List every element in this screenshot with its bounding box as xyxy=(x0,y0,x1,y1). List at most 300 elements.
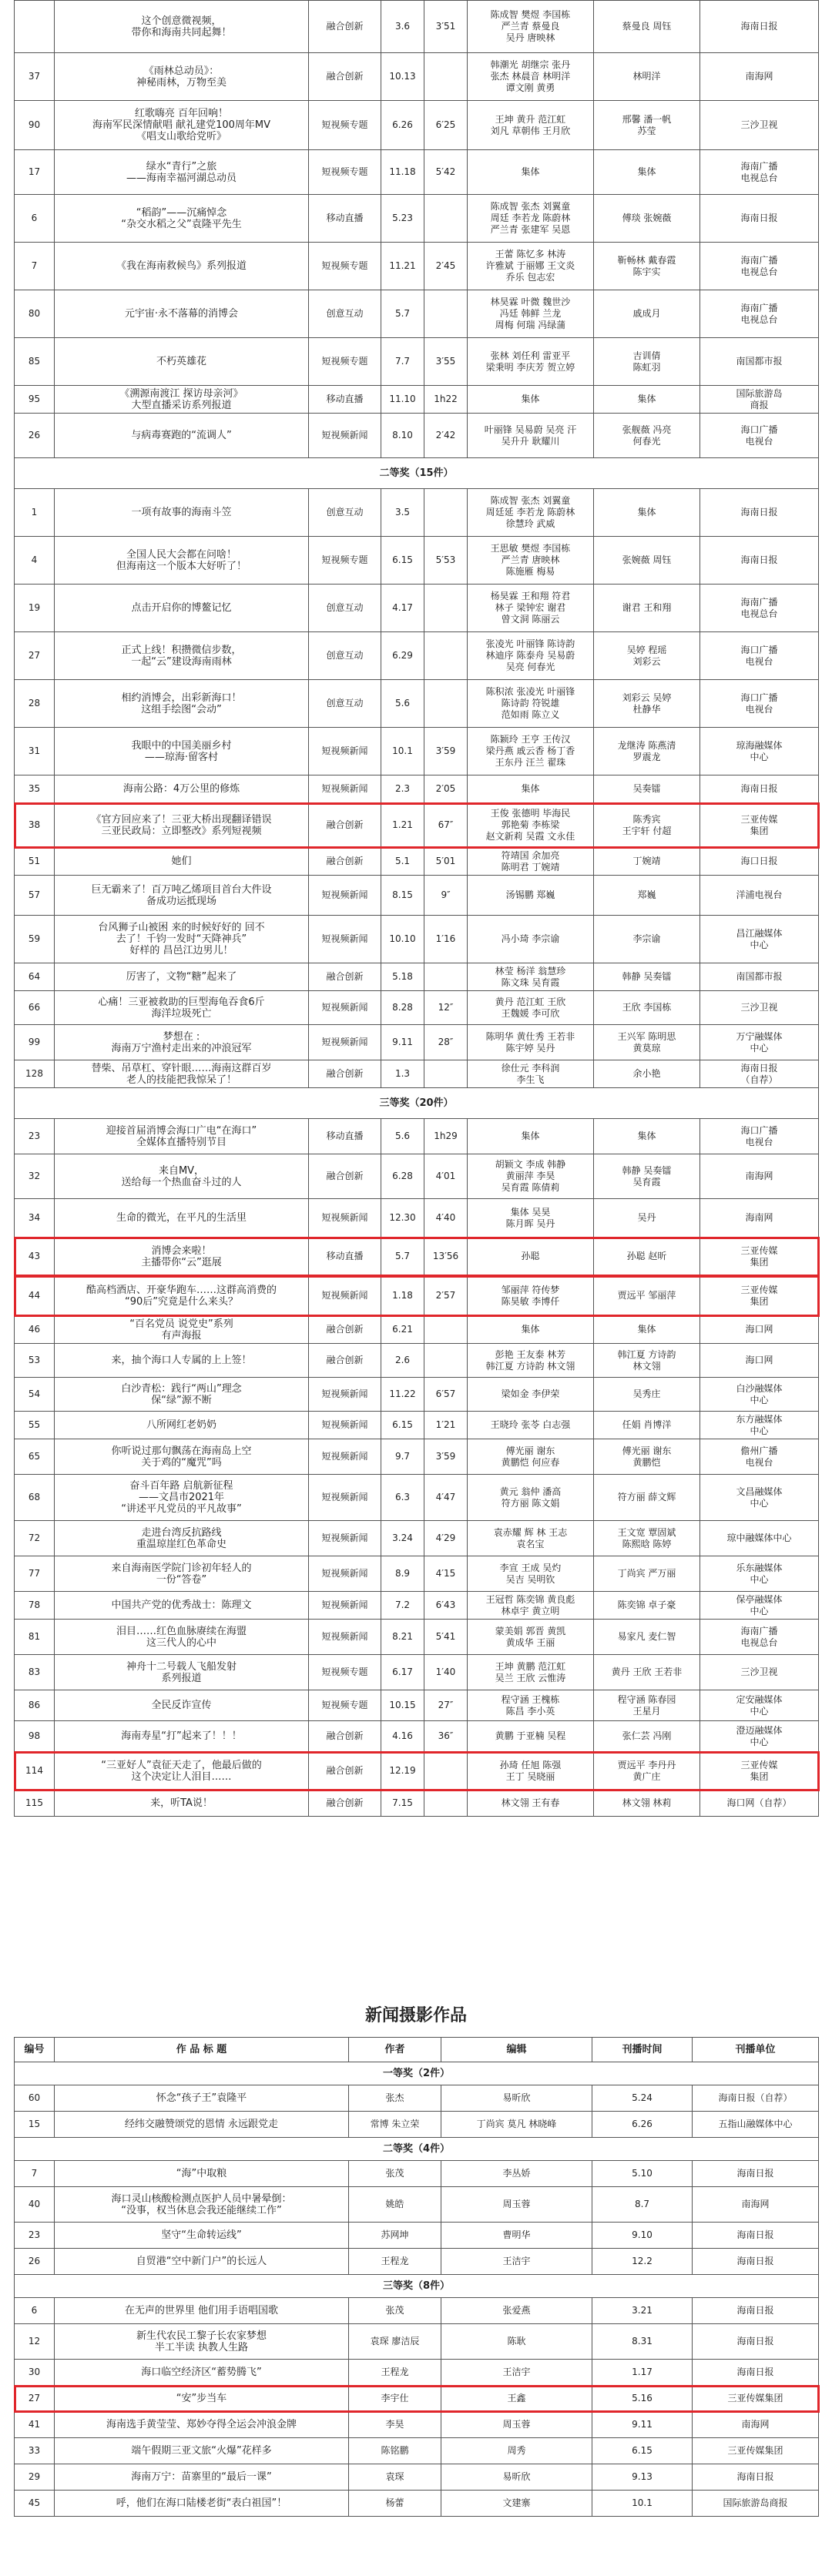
duration: 2′45 xyxy=(424,243,468,290)
entry-title: 来自海南医学院门诊初年轻人的 一份“答卷” xyxy=(55,1556,309,1592)
entry-category: 创意互动 xyxy=(309,290,381,338)
editor: 周秀 xyxy=(441,2438,592,2464)
entry-title: 《官方回应来了！三亚大桥出现翻译错误 三亚民政局：立即整改》系列短视频 xyxy=(55,803,309,848)
editor: 陈耿 xyxy=(441,2324,592,2360)
duration: 36″ xyxy=(424,1721,468,1752)
entry-title: 我眼中的中国美丽乡村 ——琼海·留客村 xyxy=(55,728,309,775)
publish-date: 7.7 xyxy=(381,338,424,386)
table-row xyxy=(15,1690,819,1721)
authors: 王蕾 陈忆多 林涛 许雅斌 于丽娜 王文炎 乔乐 包志宏 xyxy=(468,243,594,290)
awards-table-body xyxy=(15,1,819,1817)
entry-title: 在无声的世界里 他们用手语唱国歌 xyxy=(55,2298,349,2324)
publisher: 三沙卫视 xyxy=(700,1655,819,1690)
entry-title: 不朽英雄花 xyxy=(55,338,309,386)
publisher: 儋州广播 电视台 xyxy=(700,1439,819,1475)
publish-date: 4.16 xyxy=(381,1721,424,1752)
entry-category: 短视频新闻 xyxy=(309,1620,381,1655)
publish-date: 6.17 xyxy=(381,1655,424,1690)
author: 袁琛 廖洁辰 xyxy=(349,2324,441,2360)
editor: 王洁宇 xyxy=(441,2249,592,2275)
publish-date: 6.15 xyxy=(381,1412,424,1439)
publish-date: 2.3 xyxy=(381,775,424,803)
entry-title: 海南万宁：苗寨里的“最后一课” xyxy=(55,2464,349,2491)
publish-date: 4.17 xyxy=(381,585,424,632)
publisher: 澄迈融媒体 中心 xyxy=(700,1721,819,1752)
entry-number: 46 xyxy=(15,1316,55,1344)
entry-title: 奋斗百年路 启航新征程 ——文昌市2021年 “讲述平凡党员的平凡故事” xyxy=(55,1475,309,1521)
authors: 陈成智 张杰 刘翼童 周廷延 李若龙 陈蔚林 徐慧玲 武威 xyxy=(468,489,594,537)
editor: 周玉蓉 xyxy=(441,2412,592,2438)
column-header: 作者 xyxy=(349,2038,441,2062)
publisher: 海南广播 电视总台 xyxy=(700,150,819,195)
editors: 陈奕锦 卓子豪 xyxy=(594,1592,700,1620)
table-row xyxy=(15,290,819,338)
editors: 吉训倩 陈虹羽 xyxy=(594,338,700,386)
entry-category: 融合创新 xyxy=(309,1154,381,1199)
entry-title: 来，抽个海口人专属的上上签！ xyxy=(55,1344,309,1378)
publish-date: 1.21 xyxy=(381,803,424,848)
publish-date: 12.30 xyxy=(381,1199,424,1238)
publisher: 海南广播 电视总台 xyxy=(700,585,819,632)
editor: 王洁宇 xyxy=(441,2360,592,2386)
editor: 曹明华 xyxy=(441,2223,592,2249)
duration xyxy=(424,680,468,728)
entry-number: 77 xyxy=(15,1556,55,1592)
entry-title: 神舟十二号载人飞船发射 系列报道 xyxy=(55,1655,309,1690)
entry-category: 创意互动 xyxy=(309,632,381,680)
entry-title: 泪目……红色血脉赓续在海盟 这三代人的心中 xyxy=(55,1620,309,1655)
duration: 3′55 xyxy=(424,338,468,386)
publisher: 定安融媒体 中心 xyxy=(700,1690,819,1721)
table-row xyxy=(15,991,819,1025)
editors: 张舰薇 冯亮 何春光 xyxy=(594,414,700,458)
publisher: 海口网 xyxy=(700,1316,819,1344)
publish-date: 10.15 xyxy=(381,1690,424,1721)
highlighted-table-row xyxy=(15,1276,819,1316)
table-row xyxy=(15,386,819,414)
authors: 蒙美娟 郭晋 黄凯 黄成华 王丽 xyxy=(468,1620,594,1655)
author: 王程龙 xyxy=(349,2360,441,2386)
table-row xyxy=(15,1344,819,1378)
duration xyxy=(424,1752,468,1790)
entry-number xyxy=(15,1,55,53)
duration: 9″ xyxy=(424,876,468,916)
authors: 孙琦 任旭 陈强 王丁 吴晓丽 xyxy=(468,1752,594,1790)
publisher: 海南日报 xyxy=(693,2464,819,2491)
authors: 胡颖文 李成 韩静 黄丽萍 李昊 吴育霞 陈倩莉 xyxy=(468,1154,594,1199)
table-row xyxy=(15,195,819,243)
authors: 王坤 黄鹏 范江虹 吴兰 王欣 云惟涛 xyxy=(468,1655,594,1690)
entry-number: 26 xyxy=(15,414,55,458)
entry-category: 短视频新闻 xyxy=(309,1439,381,1475)
entry-title: 厉害了，文物“糖”起来了 xyxy=(55,963,309,991)
editors: 余小艳 xyxy=(594,1060,700,1088)
authors: 符靖国 余加亮 陈明君 丁婉靖 xyxy=(468,848,594,876)
editors: 陈秀宾 王宇轩 付超 xyxy=(594,803,700,848)
editors: 戚成月 xyxy=(594,290,700,338)
table-row xyxy=(15,2324,819,2360)
publish-date: 2.6 xyxy=(381,1344,424,1378)
publish-date: 5.23 xyxy=(381,195,424,243)
entry-title: 《雨林总动员》： 神秘雨林，万物至美 xyxy=(55,53,309,101)
editors: 龙继涛 陈燕清 罗震龙 xyxy=(594,728,700,775)
entry-number: 44 xyxy=(15,1276,55,1316)
publisher: 三亚传媒 集团 xyxy=(700,803,819,848)
entry-category: 创意互动 xyxy=(309,489,381,537)
table-row xyxy=(15,2161,819,2187)
editors: 吴丹 xyxy=(594,1199,700,1238)
entry-title: 全国人民大会都在问啥！ 但海南这一个版本大好听了！ xyxy=(55,537,309,585)
entry-number: 23 xyxy=(15,1119,55,1154)
duration xyxy=(424,1316,468,1344)
table-row xyxy=(15,2249,819,2275)
entry-category: 短视频新闻 xyxy=(309,916,381,963)
table-row xyxy=(15,1592,819,1620)
authors: 陈颖玲 王亨 王传汉 梁丹燕 戚云香 杨丁香 王东丹 汪兰 翟珠 xyxy=(468,728,594,775)
duration: 6′25 xyxy=(424,101,468,150)
publisher: 海南日报 xyxy=(700,1,819,53)
entry-number: 33 xyxy=(15,2438,55,2464)
entry-category: 融合创新 xyxy=(309,1060,381,1088)
entry-number: 86 xyxy=(15,1690,55,1721)
entry-title: 新生代农民工黎子长农家梦想 半工半读 执教人生路 xyxy=(55,2324,349,2360)
duration xyxy=(424,195,468,243)
table-row xyxy=(15,150,819,195)
authors: 黄元 翁仲 潘高 符方丽 陈文娟 xyxy=(468,1475,594,1521)
entry-title: 《我在海南救候鸟》系列报道 xyxy=(55,243,309,290)
authors: 集体 xyxy=(468,1316,594,1344)
entry-title: 梦想在 : 海南万宁渔村走出来的冲浪冠军 xyxy=(55,1025,309,1060)
entry-title: 海南选手黄莹莹、郑妙夺得全运会冲浪金牌 xyxy=(55,2412,349,2438)
entry-title: 元宇宙·永不落幕的消博会 xyxy=(55,290,309,338)
awards-table-video xyxy=(14,0,819,1817)
entry-title: “安”步当车 xyxy=(55,2386,349,2412)
duration xyxy=(424,53,468,101)
entry-category: 短视频新闻 xyxy=(309,1592,381,1620)
duration xyxy=(424,585,468,632)
entry-title: 红歌嗨亮 百年回响！ 海南军民深情献唱 献礼建党100周年MV 《唱支山歌给党听》 xyxy=(55,101,309,150)
table-row xyxy=(15,876,819,916)
award-tier-row xyxy=(15,458,819,489)
editors: 集体 xyxy=(594,386,700,414)
author: 常博 朱立荣 xyxy=(349,2112,441,2138)
publisher: 海南日报 xyxy=(693,2249,819,2275)
authors: 李宣 王成 吴灼 吴吉 吴明钦 xyxy=(468,1556,594,1592)
entry-number: 40 xyxy=(15,2187,55,2223)
editors: 吴奏镭 xyxy=(594,775,700,803)
authors: 徐仕元 李科润 李生飞 xyxy=(468,1060,594,1088)
entry-category: 短视频新闻 xyxy=(309,728,381,775)
table-row xyxy=(15,1556,819,1592)
authors: 孙聪 xyxy=(468,1238,594,1276)
publish-date: 12.2 xyxy=(592,2249,693,2275)
entry-number: 45 xyxy=(15,2491,55,2517)
editors: 张婉薇 周钰 xyxy=(594,537,700,585)
authors: 林莹 杨洋 翁慧珍 陈文珠 吴育霞 xyxy=(468,963,594,991)
publisher: 海口日报 xyxy=(700,848,819,876)
publish-date: 5.24 xyxy=(592,2085,693,2112)
entry-title: 白沙青松：践行“两山”理念 保“绿”源不断 xyxy=(55,1378,309,1412)
duration: 1h22 xyxy=(424,386,468,414)
publisher: 海南日报 xyxy=(700,537,819,585)
table-row xyxy=(15,2412,819,2438)
publisher: 海南日报 xyxy=(693,2223,819,2249)
entry-number: 98 xyxy=(15,1721,55,1752)
publisher: 琼中融媒体中心 xyxy=(700,1521,819,1556)
highlighted-table-row xyxy=(15,803,819,848)
entry-number: 38 xyxy=(15,803,55,848)
authors: 王晓玲 张苓 白志强 xyxy=(468,1412,594,1439)
entry-title: 与病毒赛跑的“流调人” xyxy=(55,414,309,458)
entry-title: 酷高档酒店、开豪华跑车……这群高消费的 “90后”究竟是什么来头？ xyxy=(55,1276,309,1316)
entry-category: 短视频专题 xyxy=(309,243,381,290)
duration: 4′15 xyxy=(424,1556,468,1592)
entry-category: 融合创新 xyxy=(309,803,381,848)
editors: 集体 xyxy=(594,1119,700,1154)
editors: 程守涵 陈春园 王星月 xyxy=(594,1690,700,1721)
entry-number: 34 xyxy=(15,1199,55,1238)
entry-number: 64 xyxy=(15,963,55,991)
author: 陈铭鹏 xyxy=(349,2438,441,2464)
publisher: 海南日报（自荐） xyxy=(693,2085,819,2112)
entry-number: 15 xyxy=(15,2112,55,2138)
entry-title: 端午假期三亚文旅“火爆”花样多 xyxy=(55,2438,349,2464)
authors: 陈成智 樊煜 李国栋 严兰青 蔡曼良 吴丹 唐映林 xyxy=(468,1,594,53)
table-row xyxy=(15,1790,819,1817)
publish-date: 3.5 xyxy=(381,489,424,537)
authors: 韩潮光 胡继宗 张丹 张杰 林晨音 林明洋 谭文刚 黄勇 xyxy=(468,53,594,101)
entry-category: 移动直播 xyxy=(309,1119,381,1154)
entry-number: 57 xyxy=(15,876,55,916)
authors: 集体 xyxy=(468,386,594,414)
entry-title: 《溯源南渡江 探访母亲河》 大型直播采访系列报道 xyxy=(55,386,309,414)
table-row xyxy=(15,2085,819,2112)
publisher: 海南日报 xyxy=(700,489,819,537)
entry-category: 短视频新闻 xyxy=(309,1521,381,1556)
entry-category: 短视频专题 xyxy=(309,338,381,386)
editors: 孙聪 赵昕 xyxy=(594,1238,700,1276)
entry-category: 融合创新 xyxy=(309,1344,381,1378)
entry-number: 95 xyxy=(15,386,55,414)
entry-title: 你听说过那句飘荡在海南岛上空 关于鸡的“魔咒”吗 xyxy=(55,1439,309,1475)
entry-number: 68 xyxy=(15,1475,55,1521)
entry-category: 短视频新闻 xyxy=(309,1199,381,1238)
entry-title: 心痛！三亚被救助的巨型海龟吞食6斤 海洋垃圾死亡 xyxy=(55,991,309,1025)
table-row xyxy=(15,1655,819,1690)
duration xyxy=(424,290,468,338)
publisher: 琼海融媒体 中心 xyxy=(700,728,819,775)
entry-number: 35 xyxy=(15,775,55,803)
entry-category: 融合创新 xyxy=(309,963,381,991)
highlighted-table-row xyxy=(15,2386,819,2412)
editor: 张爱燕 xyxy=(441,2298,592,2324)
publisher: 海南广播 电视总台 xyxy=(700,290,819,338)
entry-category: 短视频专题 xyxy=(309,101,381,150)
duration: 13′56 xyxy=(424,1238,468,1276)
authors: 王坤 黄升 范江虹 刘凡 草朝伟 王月欣 xyxy=(468,101,594,150)
table-row xyxy=(15,1154,819,1199)
editor: 易昕欣 xyxy=(441,2464,592,2491)
publish-date: 6.29 xyxy=(381,632,424,680)
table-row xyxy=(15,2360,819,2386)
entry-title: 迎接首届消博会海口广电“在海口” 全媒体直播特别节目 xyxy=(55,1119,309,1154)
entry-number: 37 xyxy=(15,53,55,101)
publish-date: 10.1 xyxy=(381,728,424,775)
authors: 陈成智 张杰 刘翼童 周廷 李若龙 陈蔚林 严兰青 张建军 吴恩 xyxy=(468,195,594,243)
author: 杨蕾 xyxy=(349,2491,441,2517)
publish-date: 7.15 xyxy=(381,1790,424,1817)
table-row xyxy=(15,1439,819,1475)
editors: 贾远平 李丹丹 黄广庄 xyxy=(594,1752,700,1790)
publish-date: 10.1 xyxy=(592,2491,693,2517)
duration: 67″ xyxy=(424,803,468,848)
entry-number: 28 xyxy=(15,680,55,728)
entry-category: 融合创新 xyxy=(309,1721,381,1752)
entry-title: 来，听TA说！ xyxy=(55,1790,309,1817)
entry-number: 114 xyxy=(15,1752,55,1790)
entry-number: 4 xyxy=(15,537,55,585)
publisher: 三沙卫视 xyxy=(700,101,819,150)
entry-number: 53 xyxy=(15,1344,55,1378)
authors: 程守涵 王槐栋 陈昌 李小英 xyxy=(468,1690,594,1721)
publisher: 三亚传媒集团 xyxy=(693,2386,819,2412)
publish-date: 3.21 xyxy=(592,2298,693,2324)
authors: 黄鹏 于亚楠 吴程 xyxy=(468,1721,594,1752)
publish-date: 8.28 xyxy=(381,991,424,1025)
duration: 2′57 xyxy=(424,1276,468,1316)
entry-number: 12 xyxy=(15,2324,55,2360)
publisher: 三亚传媒集团 xyxy=(693,2438,819,2464)
editors: 林明洋 xyxy=(594,53,700,101)
column-header: 编辑 xyxy=(441,2038,592,2062)
publish-date: 8.21 xyxy=(381,1620,424,1655)
author: 苏网坤 xyxy=(349,2223,441,2249)
duration: 6′57 xyxy=(424,1378,468,1412)
entry-title: 海口灵山核酸检测点医护人员中暑晕倒： “没事，权当休息会我还能继续工作” xyxy=(55,2187,349,2223)
publisher: 南海网 xyxy=(693,2412,819,2438)
authors: 杨昊霖 王和翔 符君 林子 梁钟宏 谢君 曾文洞 陈丽云 xyxy=(468,585,594,632)
publish-date: 6.26 xyxy=(381,101,424,150)
duration: 3′51 xyxy=(424,1,468,53)
table-row xyxy=(15,2438,819,2464)
authors: 傅光丽 谢东 黄鹏恺 何应春 xyxy=(468,1439,594,1475)
authors: 王冠哲 陈奕锦 黄良彪 林卓宇 黄立明 xyxy=(468,1592,594,1620)
editor: 丁尚宾 莫凡 林晓峰 xyxy=(441,2112,592,2138)
award-tier-row xyxy=(15,2138,819,2161)
publish-date: 11.21 xyxy=(381,243,424,290)
duration: 4′29 xyxy=(424,1521,468,1556)
publish-date: 10.13 xyxy=(381,53,424,101)
entry-number: 55 xyxy=(15,1412,55,1439)
publish-date: 5.7 xyxy=(381,1238,424,1276)
entry-number: 29 xyxy=(15,2464,55,2491)
publish-date: 12.19 xyxy=(381,1752,424,1790)
publisher: 三亚传媒 集团 xyxy=(700,1752,819,1790)
editors: 易家凡 麦仁智 xyxy=(594,1620,700,1655)
section-heading-news-photography: 新闻摄影作品 xyxy=(364,2006,467,2025)
table-row xyxy=(15,585,819,632)
entry-number: 90 xyxy=(15,101,55,150)
table-row xyxy=(15,2298,819,2324)
authors: 集体 xyxy=(468,150,594,195)
author: 袁琛 xyxy=(349,2464,441,2491)
duration xyxy=(424,1790,468,1817)
duration: 1′21 xyxy=(424,1412,468,1439)
entry-number: 30 xyxy=(15,2360,55,2386)
editors: 吴婷 程瑶 刘彩云 xyxy=(594,632,700,680)
table-row xyxy=(15,1119,819,1154)
entry-number: 26 xyxy=(15,2249,55,2275)
editors: 靳畅林 戴春霞 陈宇实 xyxy=(594,243,700,290)
duration: 1′16 xyxy=(424,916,468,963)
editors: 张仁芸 冯刚 xyxy=(594,1721,700,1752)
column-header: 刊播单位 xyxy=(693,2038,819,2062)
entry-number: 51 xyxy=(15,848,55,876)
duration xyxy=(424,489,468,537)
entry-number: 65 xyxy=(15,1439,55,1475)
publisher: 海南日报 xyxy=(693,2324,819,2360)
publisher: 海口广播 电视台 xyxy=(700,632,819,680)
entry-category: 移动直播 xyxy=(309,1238,381,1276)
editor: 王鑫 xyxy=(441,2386,592,2412)
table-row xyxy=(15,2187,819,2223)
publisher: 海南广播 电视总台 xyxy=(700,243,819,290)
table-row xyxy=(15,775,819,803)
entry-category: 融合创新 xyxy=(309,1790,381,1817)
entry-number: 59 xyxy=(15,916,55,963)
author: 王程龙 xyxy=(349,2249,441,2275)
publisher: 海口广播 电视台 xyxy=(700,1119,819,1154)
editors: 傅光丽 谢东 黄鹏恺 xyxy=(594,1439,700,1475)
author: 张杰 xyxy=(349,2085,441,2112)
author: 张茂 xyxy=(349,2298,441,2324)
authors: 林昊霖 叶微 魏世沙 冯廷 韩鲜 兰龙 周梅 何瑞 冯绿蒲 xyxy=(468,290,594,338)
entry-title: 来自MV， 送给每一个热血奋斗过的人 xyxy=(55,1154,309,1199)
authors: 梁如金 李伊荣 xyxy=(468,1378,594,1412)
publisher: 海口网（自荐） xyxy=(700,1790,819,1817)
editor: 周玉蓉 xyxy=(441,2187,592,2223)
authors: 张林 刘任利 雷亚平 梁秉明 李庆芳 贺立婷 xyxy=(468,338,594,386)
author: 张茂 xyxy=(349,2161,441,2187)
entry-category: 短视频新闻 xyxy=(309,1412,381,1439)
publish-date: 1.17 xyxy=(592,2360,693,2386)
duration: 28″ xyxy=(424,1025,468,1060)
author: 李昊 xyxy=(349,2412,441,2438)
table-row xyxy=(15,2112,819,2138)
publisher: 南海网 xyxy=(693,2187,819,2223)
duration: 5′01 xyxy=(424,848,468,876)
duration: 4′40 xyxy=(424,1199,468,1238)
award-tier-label: 三等奖（20件） xyxy=(15,1088,819,1119)
authors: 集体 xyxy=(468,775,594,803)
duration xyxy=(424,963,468,991)
publisher: 海南日报 xyxy=(700,775,819,803)
table-row xyxy=(15,1025,819,1060)
authors: 袁赤耀 辉 林 王志 袁名宝 xyxy=(468,1521,594,1556)
entry-number: 66 xyxy=(15,991,55,1025)
publisher: 昌江融媒体 中心 xyxy=(700,916,819,963)
publisher: 南海网 xyxy=(700,1154,819,1199)
entry-number: 115 xyxy=(15,1790,55,1817)
editors: 丁尚宾 严万丽 xyxy=(594,1556,700,1592)
editors: 符方丽 薛文辉 xyxy=(594,1475,700,1521)
publish-date: 8.31 xyxy=(592,2324,693,2360)
publish-date: 5.10 xyxy=(592,2161,693,2187)
entry-title: 生命的微光，在平凡的生活里 xyxy=(55,1199,309,1238)
publish-date: 6.28 xyxy=(381,1154,424,1199)
publish-date: 6.15 xyxy=(592,2438,693,2464)
table-row xyxy=(15,1316,819,1344)
